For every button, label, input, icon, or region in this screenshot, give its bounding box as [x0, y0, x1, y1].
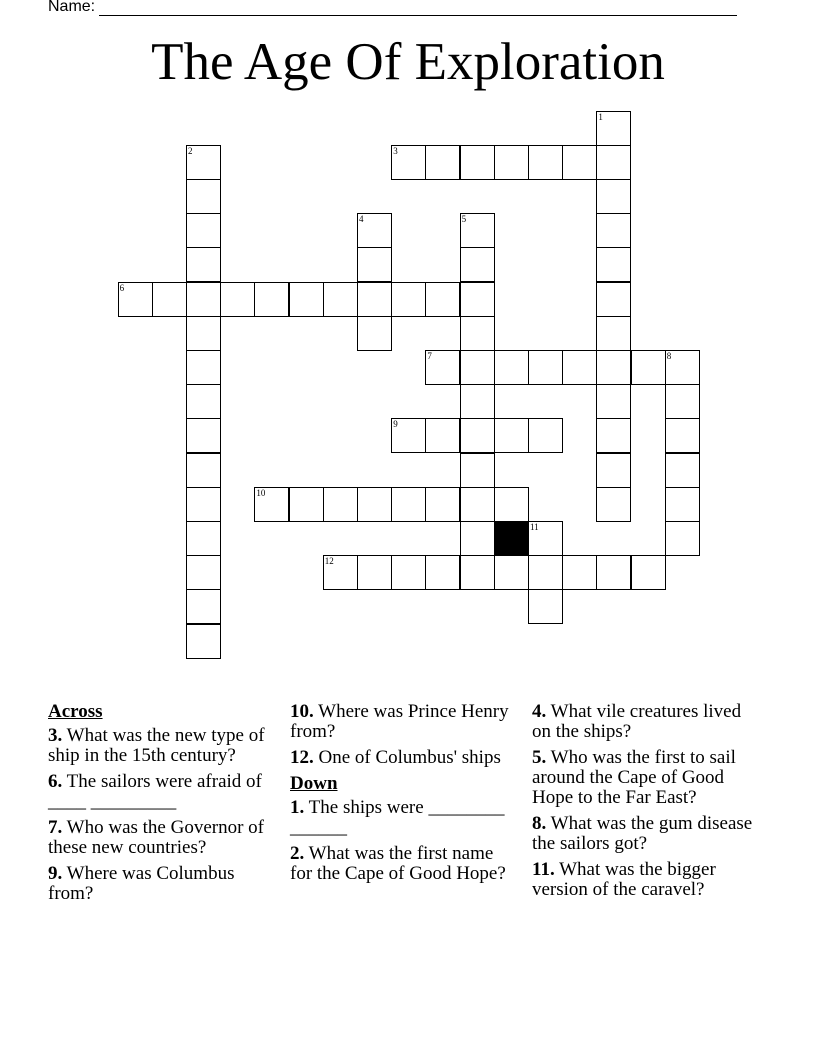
- grid-cell[interactable]: [289, 487, 324, 522]
- grid-cell[interactable]: [665, 487, 700, 522]
- blocked-cell: [494, 521, 529, 556]
- grid-cell[interactable]: [425, 350, 460, 385]
- clue-text: The ships were ________ ______: [290, 797, 505, 838]
- across-heading: Across: [48, 701, 103, 722]
- grid-cell[interactable]: [596, 350, 631, 385]
- grid-cell[interactable]: [494, 555, 529, 590]
- grid-cell[interactable]: [494, 418, 529, 453]
- clue-number-label: 2: [188, 145, 193, 156]
- grid-cell[interactable]: [596, 487, 631, 522]
- grid-cell[interactable]: [186, 589, 221, 624]
- clue-number-label: 6: [119, 282, 125, 293]
- grid-cell[interactable]: [186, 624, 221, 659]
- clue-text: What vile creatures lived on the ships?: [532, 701, 742, 742]
- grid-cell[interactable]: [494, 350, 529, 385]
- clue-number: 12.: [290, 747, 314, 768]
- clue-number-label: 11: [530, 522, 539, 532]
- clue-number: 3.: [48, 725, 63, 746]
- grid-cell[interactable]: [425, 282, 460, 317]
- clue-text: Where was Prince Henry from?: [290, 701, 509, 742]
- grid-cell[interactable]: [460, 350, 495, 385]
- clues-column-3: [532, 702, 760, 906]
- grid-cell[interactable]: [186, 213, 221, 248]
- grid-cell[interactable]: [186, 521, 221, 556]
- grid-cell[interactable]: [391, 145, 426, 180]
- grid-cell[interactable]: [357, 487, 392, 522]
- grid-cell[interactable]: [460, 247, 495, 282]
- grid-cell[interactable]: [665, 350, 700, 385]
- clue-number: 11.: [532, 859, 555, 880]
- clue-number-label: 1: [598, 111, 603, 122]
- clue-number: 4.: [532, 701, 547, 722]
- clue-across-12: [290, 748, 518, 768]
- grid-cell[interactable]: [528, 350, 563, 385]
- clue-down-11: [532, 860, 760, 900]
- grid-cell[interactable]: [665, 521, 700, 556]
- down-heading: Down: [290, 773, 338, 794]
- grid-cell[interactable]: [562, 350, 597, 385]
- clue-number: 2.: [290, 843, 305, 864]
- grid-cell[interactable]: [460, 487, 495, 522]
- grid-cell[interactable]: [425, 418, 460, 453]
- grid-cell[interactable]: [186, 282, 221, 317]
- clue-number-label: 8: [666, 351, 672, 361]
- grid-cell[interactable]: [391, 555, 426, 590]
- clue-text: Who was the first to sail around the Cape of Good Hope to the Far East?: [532, 747, 736, 808]
- clue-number-label: 7: [427, 351, 432, 361]
- grid-cell[interactable]: [152, 282, 187, 317]
- grid-cell[interactable]: [665, 418, 700, 453]
- grid-cell[interactable]: [186, 384, 221, 419]
- clues-column-2: [290, 702, 518, 890]
- grid-cell[interactable]: [186, 418, 221, 453]
- grid-cell[interactable]: [186, 179, 221, 214]
- clue-number-label: 5: [461, 214, 467, 225]
- grid-cell[interactable]: [357, 555, 392, 590]
- grid-cell[interactable]: [596, 418, 631, 453]
- grid-cell[interactable]: [631, 350, 666, 385]
- puzzle-title: The Age Of Exploration: [151, 33, 665, 91]
- grid-cell[interactable]: [596, 453, 631, 488]
- grid-cell[interactable]: [391, 487, 426, 522]
- grid-cell[interactable]: [460, 213, 495, 248]
- clue-number: 6.: [48, 771, 63, 792]
- grid-cell[interactable]: [391, 282, 426, 317]
- grid-cell[interactable]: [665, 384, 700, 419]
- grid-cell[interactable]: [562, 145, 597, 180]
- clue-across-9: [48, 864, 276, 904]
- clue-down-2: [290, 844, 518, 884]
- grid-cell[interactable]: [528, 418, 563, 453]
- clue-text: Where was Columbus from?: [48, 863, 235, 904]
- clue-number: 5.: [532, 747, 547, 768]
- clue-text: The sailors were afraid of ____ _________: [48, 771, 262, 812]
- grid-cell[interactable]: [596, 213, 631, 248]
- clue-text: One of Columbus' ships: [318, 747, 501, 768]
- grid-cell[interactable]: [460, 145, 495, 180]
- clue-number-label: 9: [393, 419, 398, 430]
- grid-cell[interactable]: [425, 145, 460, 180]
- grid-cell[interactable]: [460, 521, 495, 556]
- clue-number-label: 10: [256, 487, 266, 498]
- grid-cell[interactable]: [596, 247, 631, 282]
- grid-cell[interactable]: [562, 555, 597, 590]
- clue-down-1: [290, 798, 518, 838]
- grid-cell[interactable]: [631, 555, 666, 590]
- grid-cell[interactable]: [460, 316, 495, 351]
- grid-cell[interactable]: [289, 282, 324, 317]
- grid-cell[interactable]: [528, 589, 563, 624]
- grid-cell[interactable]: [494, 487, 529, 522]
- clue-text: What was the first name for the Cape of Good Hope?: [290, 843, 506, 884]
- grid-cell[interactable]: [596, 316, 631, 351]
- grid-cell[interactable]: [528, 521, 563, 556]
- grid-cell[interactable]: [460, 418, 495, 453]
- grid-cell[interactable]: [460, 282, 495, 317]
- grid-cell[interactable]: [425, 487, 460, 522]
- clue-down-4: [532, 702, 760, 742]
- clue-down-5: [532, 748, 760, 808]
- clue-across-7: [48, 818, 276, 858]
- grid-cell[interactable]: [596, 555, 631, 590]
- grid-cell[interactable]: [186, 555, 221, 590]
- grid-cell[interactable]: [460, 555, 495, 590]
- grid-cell[interactable]: [323, 282, 358, 317]
- grid-cell[interactable]: [528, 555, 563, 590]
- grid-cell[interactable]: [357, 247, 392, 282]
- clue-across-6: [48, 772, 276, 812]
- grid-cell[interactable]: [596, 179, 631, 214]
- grid-cell[interactable]: [596, 282, 631, 317]
- clue-across-10: [290, 702, 518, 742]
- grid-cell[interactable]: [186, 453, 221, 488]
- grid-cell[interactable]: [357, 316, 392, 351]
- clue-across-3: [48, 726, 276, 766]
- grid-cell[interactable]: [596, 145, 631, 180]
- grid-cell[interactable]: [254, 282, 289, 317]
- clue-number-label: 3: [393, 145, 398, 156]
- grid-cell[interactable]: [186, 247, 221, 282]
- clue-number-label: 4: [359, 214, 364, 225]
- name-label: Name:: [48, 0, 96, 15]
- clue-number: 10.: [290, 701, 314, 722]
- clue-text: What was the gum disease the sailors got?: [532, 813, 753, 854]
- grid-cell[interactable]: [323, 555, 358, 590]
- grid-cell[interactable]: [460, 453, 495, 488]
- grid-cell[interactable]: [118, 282, 153, 317]
- grid-cell[interactable]: [220, 282, 255, 317]
- clue-text: Who was the Governor of these new countries?: [48, 817, 265, 858]
- clue-text: What was the bigger version of the caravel?: [532, 859, 716, 900]
- grid-cell[interactable]: [254, 487, 289, 522]
- clue-number: 9.: [48, 863, 63, 884]
- grid-cell[interactable]: [528, 145, 563, 180]
- grid-cell[interactable]: [665, 453, 700, 488]
- grid-cell[interactable]: [186, 350, 221, 385]
- grid-cell[interactable]: [186, 487, 221, 522]
- clue-text: What was the new type of ship in the 15th century?: [48, 725, 265, 766]
- clue-down-8: [532, 814, 760, 854]
- grid-cell[interactable]: [425, 555, 460, 590]
- grid-cell[interactable]: [494, 145, 529, 180]
- grid-cell[interactable]: [596, 111, 631, 146]
- grid-cell[interactable]: [186, 316, 221, 351]
- clue-number: 1.: [290, 797, 305, 818]
- clue-number: 7.: [48, 817, 63, 838]
- clues-column-1: [48, 702, 276, 910]
- grid-cell[interactable]: [391, 418, 426, 453]
- grid-cell[interactable]: [460, 384, 495, 419]
- clue-number-label: 12: [324, 556, 334, 567]
- grid-cell[interactable]: [357, 213, 392, 248]
- grid-cell[interactable]: [323, 487, 358, 522]
- grid-cell[interactable]: [186, 145, 221, 180]
- grid-cell[interactable]: [596, 384, 631, 419]
- grid-cell[interactable]: [357, 282, 392, 317]
- clue-number: 8.: [532, 813, 547, 834]
